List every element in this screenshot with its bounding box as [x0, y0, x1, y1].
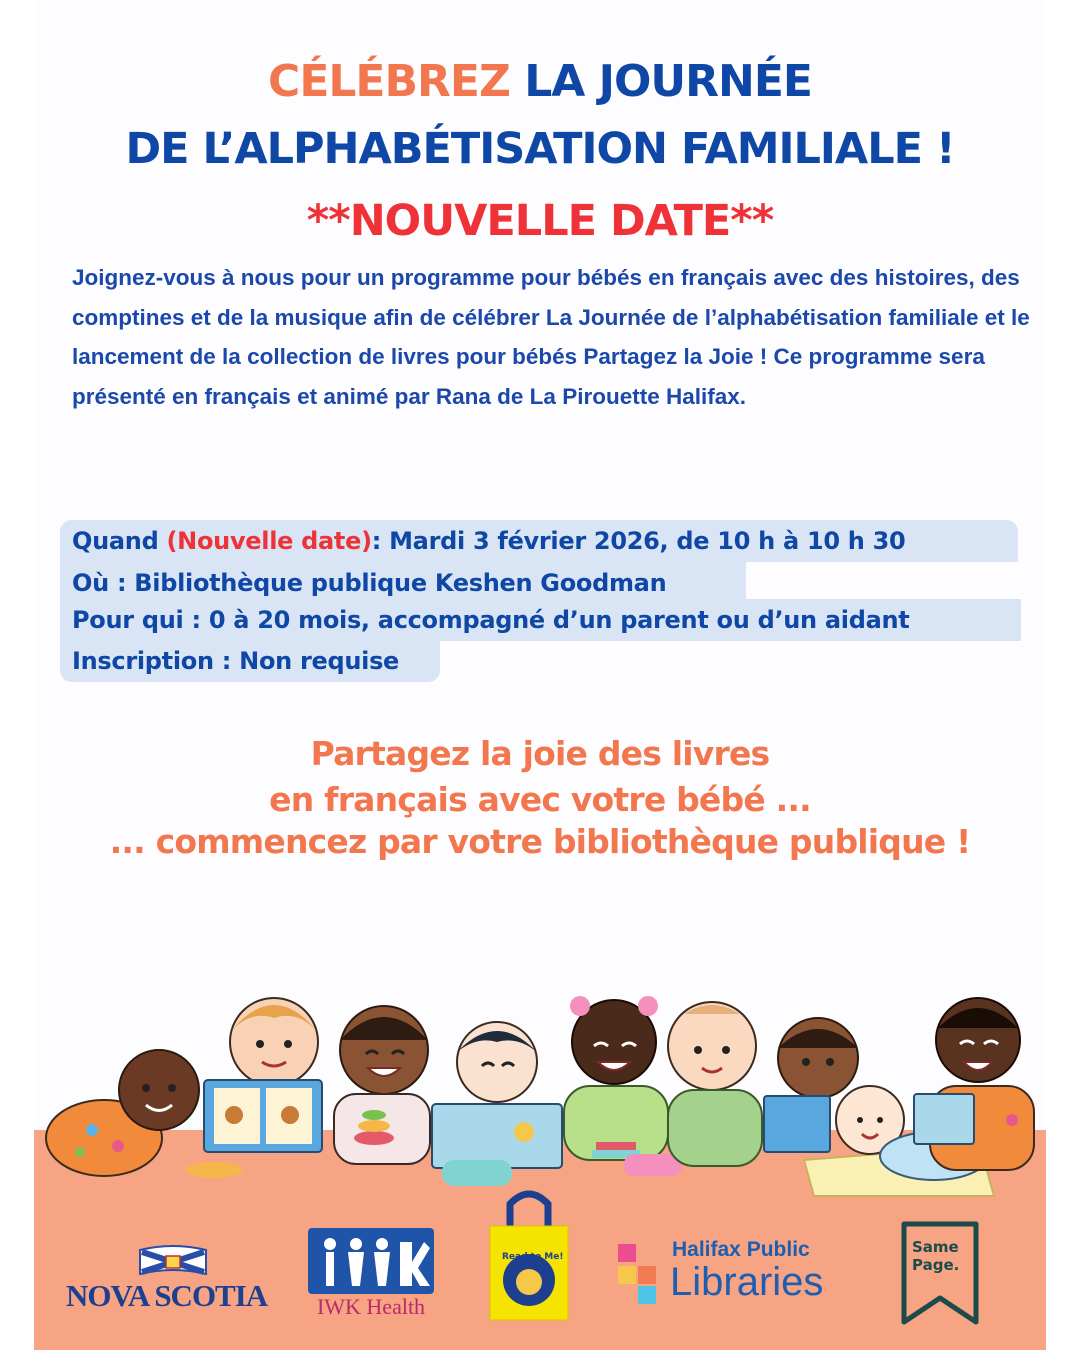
babies-illustration — [34, 970, 1046, 1200]
info-who: Pour qui : 0 à 20 mois, accompagné d’un parent ou d’un aidant — [60, 599, 1021, 641]
when-value: : Mardi 3 février 2026, de 10 h à 10 h 30 — [371, 527, 906, 555]
when-label: Quand — [72, 527, 167, 555]
read-to-me-bag-logo — [488, 1190, 570, 1322]
baby-with-book — [204, 998, 322, 1152]
hpl-squares-icon — [618, 1244, 658, 1302]
info-registration: Inscription : Non requise — [60, 640, 440, 682]
baby-pointing — [914, 998, 1034, 1170]
hpl-wordmark-line2: Libraries — [670, 1260, 824, 1304]
hpl-wordmark-line1: Halifax Public — [672, 1238, 810, 1261]
iwk-health-logo — [306, 1228, 436, 1322]
new-date-banner: **NOUVELLE DATE** — [306, 196, 774, 246]
halifax-public-libraries-logo — [618, 1238, 848, 1306]
title-highlight: CÉLÉBREZ — [268, 56, 510, 107]
info-where: Où : Bibliothèque publique Keshen Goodman — [60, 562, 746, 604]
bag-label: Read to Me! — [502, 1252, 564, 1262]
iwk-mark-icon — [308, 1228, 434, 1294]
baby-smiling — [668, 1002, 762, 1166]
same-page-logo — [900, 1220, 980, 1326]
nova-scotia-wordmark: NOVA SCOTIA — [66, 1278, 268, 1313]
nova-scotia-flag-icon — [138, 1244, 208, 1280]
baby-stacking-rings — [334, 1006, 430, 1164]
same-page-line2: Page. — [912, 1256, 960, 1274]
tagline-line3: ... commencez par votre bibliothèque publique ! — [109, 822, 971, 861]
when-new-date: (Nouvelle date) — [166, 527, 372, 555]
title-rest: LA JOURNÉE — [524, 56, 812, 107]
info-when — [60, 520, 1018, 562]
intro-paragraph: Joignez-vous à nous pour un programme pour bébés en français avec des histoires, des comptines et de la musique afin de célébrer La Journée de l’alphabétisation familiale et le lancement de la collection de livres pour bébés Partagez la Joie ! Ce programme sera présenté en français et animé par Rana de La Pirouette Halifax. — [72, 265, 1030, 409]
tagline-line2: en français avec votre bébé ... — [269, 780, 811, 819]
page-title-line2: DE L’ALPHABÉTISATION FAMILIALE ! — [125, 124, 955, 174]
page-title — [0, 56, 1080, 107]
baby-with-bows — [564, 996, 682, 1176]
same-page-line1: Same — [912, 1238, 959, 1256]
iwk-health-wordmark: IWK Health — [316, 1294, 426, 1319]
tagline-line1: Partagez la joie des livres — [310, 734, 770, 773]
baby-reading — [432, 1022, 562, 1186]
nova-scotia-logo — [66, 1244, 286, 1314]
